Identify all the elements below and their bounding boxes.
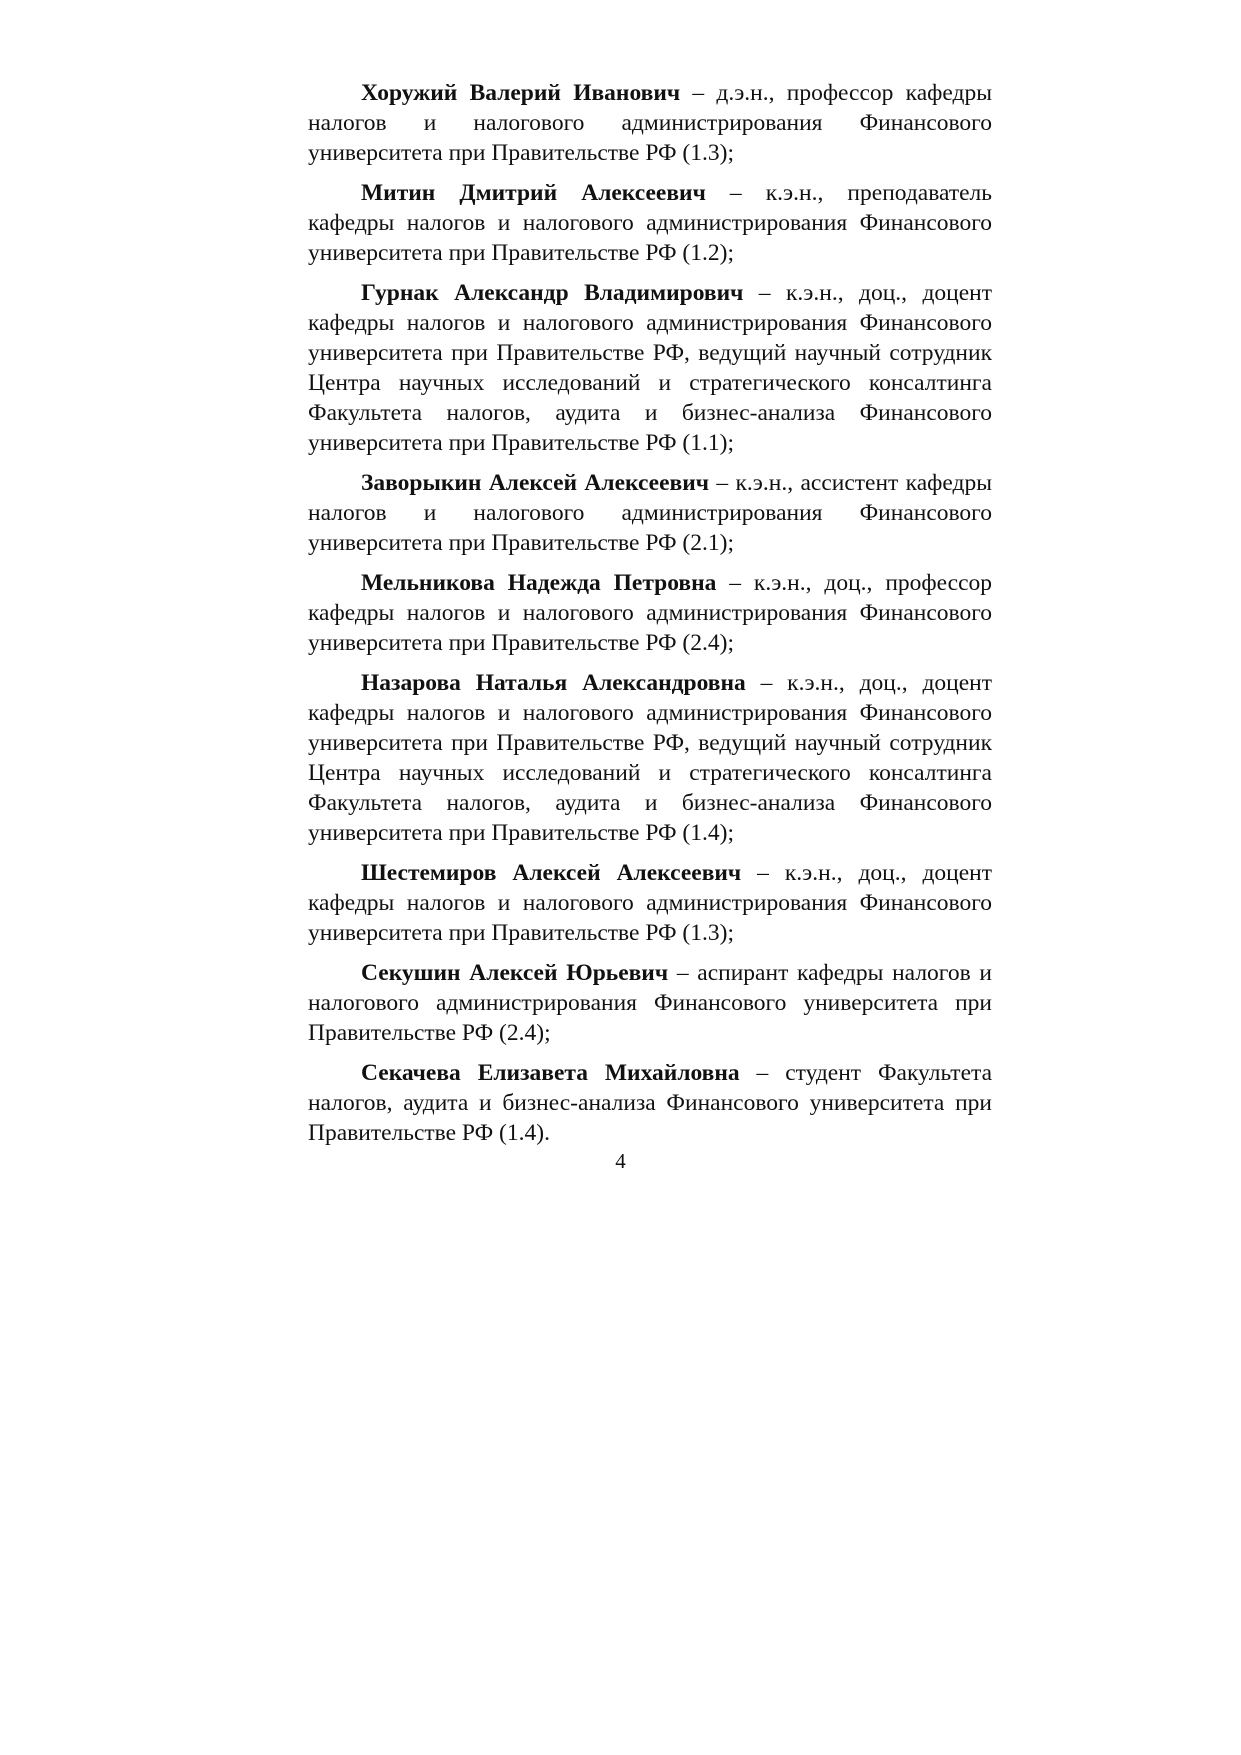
entry-dash: – (745, 670, 788, 696)
contributor-name: Секушин Алексей Юрьевич (361, 960, 669, 986)
page-number: 4 (615, 1149, 626, 1173)
contributor-entry (308, 568, 992, 658)
contributor-description: к.э.н., доц., доцент кафедры налогов и налогового администрирования Финансового университета при Правительстве РФ (1.3); (308, 860, 993, 946)
contributor-description: к.э.н., ассистент кафедры налогов и налогового администрирования Финансового университета при Правительстве РФ (2.1); (308, 470, 992, 556)
contributor-name: Хоружий Валерий Иванович (361, 80, 681, 106)
contributor-entry (308, 78, 992, 168)
contributor-name: Шестемиров Алексей Алексеевич (361, 860, 742, 886)
contributor-name: Митин Дмитрий Алексеевич (361, 180, 706, 206)
contributor-description: к.э.н., доц., доцент кафедры налогов и налогового администрирования Финансового университета при Правительстве РФ, ведущий научный сотрудник Центра научных исследований и стратегического консалтинга Факультета налогов, аудита и бизнес-анализа Финансового университета при Правительстве РФ (1.1); (308, 280, 993, 456)
contributor-name: Секачева Елизавета Михайловна (361, 1060, 740, 1086)
contributors-list (308, 78, 992, 1158)
contributor-entry (308, 178, 992, 268)
entry-dash: – (739, 1060, 786, 1086)
contributor-entry (308, 278, 992, 458)
contributor-entry (308, 858, 992, 948)
contributor-description: к.э.н., доц., профессор кафедры налогов и налогового администрирования Финансового университета при Правительстве РФ (2.4); (308, 570, 992, 656)
entry-dash: – (743, 280, 786, 306)
contributor-description: студент Факультета налогов, аудита и бизнес-анализа Финансового университета при Правительстве РФ (1.4). (308, 1060, 992, 1146)
entry-dash: – (705, 180, 766, 206)
entry-dash: – (668, 960, 698, 986)
contributor-entry (308, 468, 992, 558)
contributor-name: Мельникова Надежда Петровна (361, 570, 717, 596)
entry-dash: – (741, 860, 785, 886)
contributor-entry (308, 958, 992, 1048)
contributor-name: Гурнак Александр Владимирович (361, 280, 744, 306)
contributor-description: аспирант кафедры налогов и налогового администрирования Финансового университета при Правительстве РФ (2.4); (308, 960, 992, 1046)
entry-dash: – (680, 80, 717, 106)
contributor-description: д.э.н., профессор кафедры налогов и налогового администрирования Финансового университета при Правительстве РФ (1.3); (308, 80, 993, 166)
entry-dash: – (709, 470, 736, 496)
contributor-entry (308, 668, 992, 848)
entry-dash: – (716, 570, 754, 596)
contributor-entry (308, 1058, 992, 1148)
contributor-description: к.э.н., преподаватель кафедры налогов и налогового администрирования Финансового университета при Правительстве РФ (1.2); (308, 180, 992, 266)
contributor-description: к.э.н., доц., доцент кафедры налогов и налогового администрирования Финансового университета при Правительстве РФ, ведущий научный сотрудник Центра научных исследований и стратегического консалтинга Факультета налогов, аудита и бизнес-анализа Финансового университета при Правительстве РФ (1.4); (308, 670, 993, 846)
contributor-name: Заворыкин Алексей Алексеевич (361, 470, 710, 496)
contributor-name: Назарова Наталья Александровна (361, 670, 746, 696)
